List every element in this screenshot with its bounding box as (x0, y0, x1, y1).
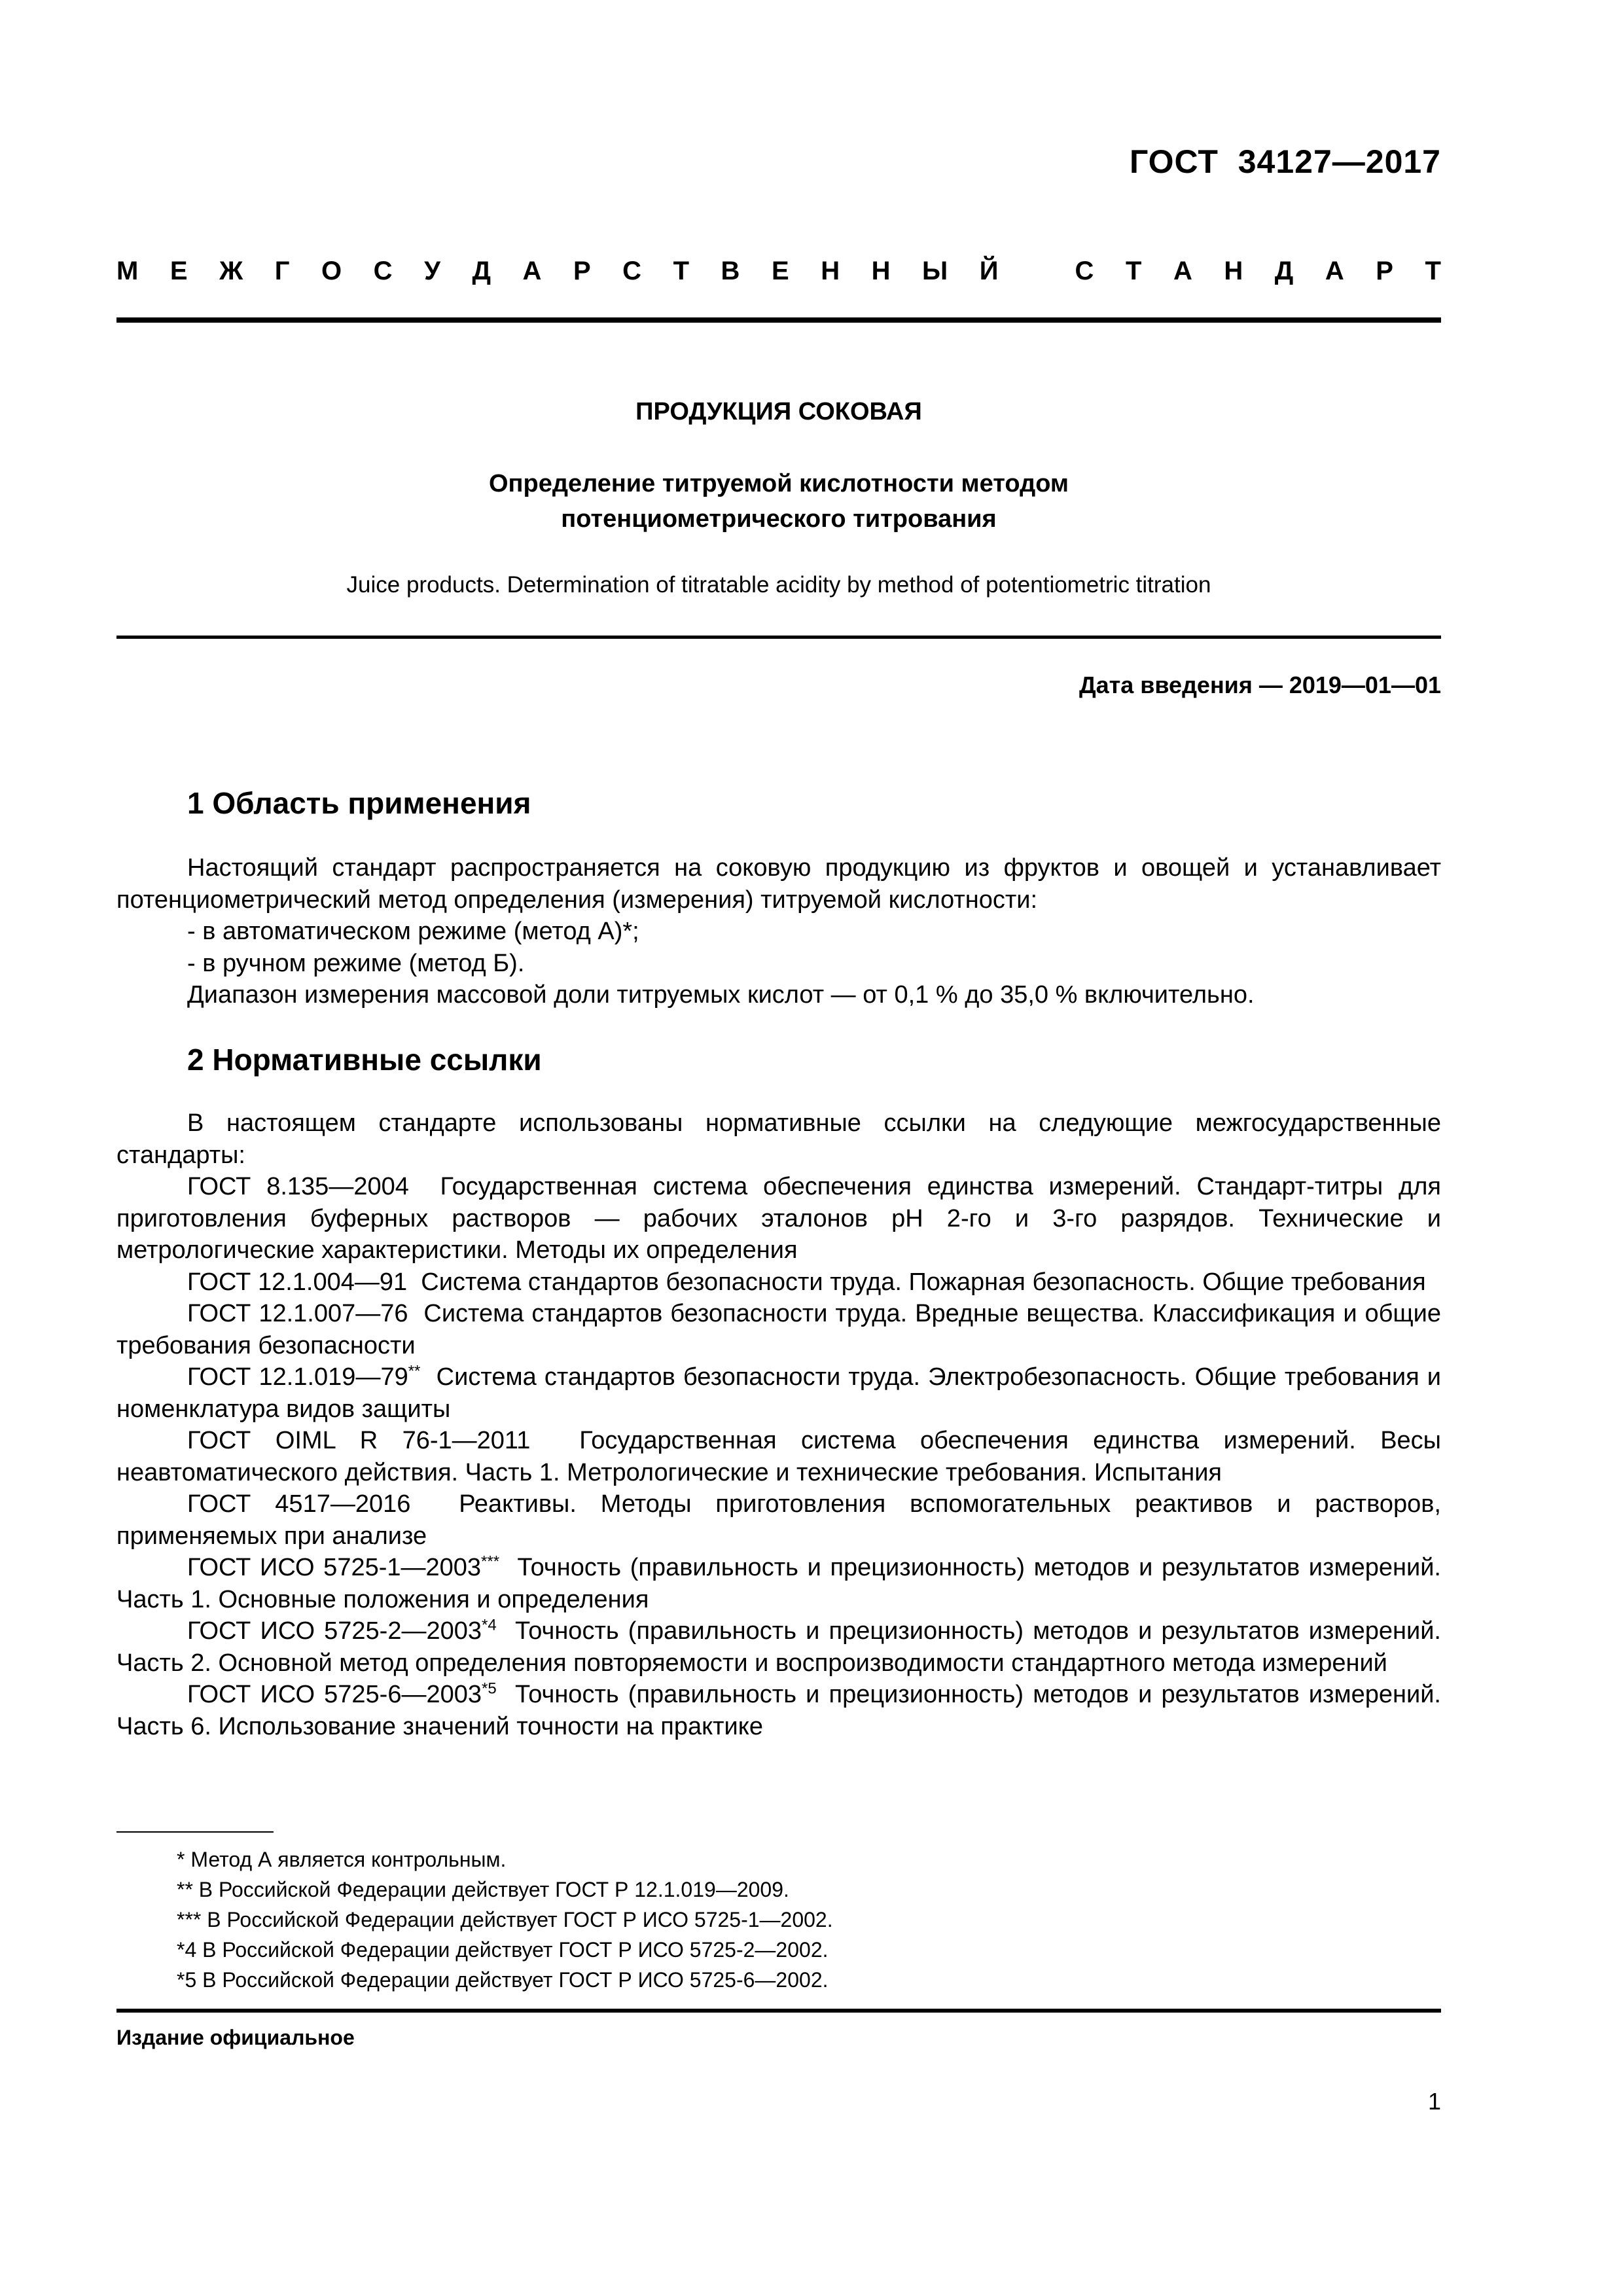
reference-code: ГОСТ 8.135—2004 (187, 1173, 409, 1200)
banner-letter: Н (821, 257, 840, 285)
banner-letter: Т (673, 257, 690, 285)
reference-title: Система стандартов безопасности труда. Пожарная безопасность. Общие требования (421, 1268, 1426, 1296)
section-1-body (116, 852, 1441, 1011)
footnote-item (177, 1965, 1093, 1995)
reference-code: ГОСТ ИСО 5725-6—2003 (187, 1681, 482, 1708)
reference-code: ГОСТ OIML R 76-1—2011 (187, 1427, 531, 1454)
section-2-body (116, 1107, 1441, 1742)
section-1-heading: 1 Область применения (187, 786, 531, 820)
edition-label: Издание официальное (116, 2026, 355, 2049)
banner-letter: Е (771, 257, 789, 285)
banner-letter: О (321, 257, 342, 285)
banner-letter: С (622, 257, 642, 285)
reference-item (116, 1425, 1441, 1488)
document-subtitle (116, 466, 1441, 537)
scope-paragraph: Настоящий стандарт распространяется на соковую продукцию из фруктов и овощей и устанавливает потенциометрический метод определения (измерения) титруемой кислотности: (116, 854, 1441, 914)
header-divider (116, 317, 1441, 323)
reference-code: ГОСТ ИСО 5725-1—2003 (187, 1554, 482, 1581)
footnote-marker: *4 (482, 1616, 497, 1634)
footnote-mark: *4 (177, 1938, 197, 1962)
banner-letter: А (1173, 257, 1192, 285)
footnote-separator (116, 1831, 274, 1833)
scope-item-method-b: - в ручном режиме (метод Б). (187, 949, 525, 977)
page-number: 1 (1427, 2088, 1441, 2115)
title-divider (116, 636, 1441, 639)
section-2-heading: 2 Нормативные ссылки (187, 1043, 542, 1077)
banner-letter: Т (1425, 257, 1441, 285)
document-title: ПРОДУКЦИЯ СОКОВАЯ (635, 398, 922, 425)
banner-gap (1030, 257, 1043, 286)
subtitle-line-2: потенциометрического титрования (561, 505, 997, 533)
banner-letter: Р (1376, 257, 1393, 285)
english-title: Juice products. Determination of titratable acidity by method of potentiometric titration (346, 572, 1211, 598)
footnote-text: Метод А является контрольным. (190, 1848, 507, 1871)
banner-letter: Р (573, 257, 591, 285)
standard-banner (116, 257, 1441, 286)
subtitle-line-1: Определение титруемой кислотности методом (488, 470, 1069, 497)
footnote-mark: ** (177, 1878, 193, 1901)
banner-letter: Ж (219, 257, 243, 285)
banner-letter: Й (979, 257, 999, 285)
footnote-marker: *** (481, 1552, 500, 1571)
footnote-item (177, 1844, 1093, 1874)
banner-letter: В (721, 257, 740, 285)
references-intro: В настоящем стандарте использованы нормативные ссылки на следующие межгосударственные стандарты: (116, 1109, 1441, 1169)
footnote-text: В Российской Федерации действует ГОСТ Р ИСО 5725-1—2002. (207, 1908, 833, 1931)
banner-letter: Е (169, 257, 188, 285)
reference-title: Реактивы. Методы приготовления вспомогательных реактивов и растворов, применяемых при анализе (116, 1490, 1441, 1550)
reference-item (116, 1679, 1441, 1742)
reference-code: ГОСТ 12.1.007—76 (187, 1300, 408, 1327)
reference-title: Государственная система обеспечения единства измерений. Стандарт-титры для приготовления буферных растворов — рабочих эталонов pH 2-го и 3-го разрядов. Технические и метрологические характеристики. Методы их определения (116, 1173, 1441, 1264)
reference-title: Точность (правильность и прецизионность) методов и результатов измерений. Часть 2. Основной метод определения повторяемости и воспроизводимости стандартного метода измерений (116, 1617, 1441, 1677)
footer-divider (116, 2009, 1441, 2013)
footnote-item (177, 1874, 1093, 1905)
reference-title: Точность (правильность и прецизионность) методов и результатов измерений. Часть 1. Основные положения и определения (116, 1554, 1441, 1613)
banner-letter: М (116, 257, 139, 285)
banner-letter: Т (1125, 257, 1142, 285)
reference-title: Государственная система обеспечения единства измерений. Весы неавтоматического действия. Часть 1. Метрологические и технические требования. Испытания (116, 1427, 1441, 1486)
banner-letter: Ы (922, 257, 948, 285)
reference-title: Точность (правильность и прецизионность) методов и результатов измерений. Часть 6. Использование значений точности на практике (116, 1681, 1441, 1740)
banner-letter: А (1325, 257, 1344, 285)
banner-letter: С (373, 257, 393, 285)
scope-range-paragraph: Диапазон измерения массовой доли титруемых кислот — от 0,1 % до 35,0 % включительно. (187, 981, 1255, 1009)
reference-item (116, 1266, 1441, 1299)
reference-code: ГОСТ ИСО 5725-2—2003 (187, 1617, 482, 1645)
banner-letter: Д (1274, 257, 1294, 285)
reference-item (116, 1488, 1441, 1552)
reference-code: ГОСТ 12.1.019—79 (187, 1363, 408, 1391)
references-list (116, 1171, 1441, 1742)
footnote-text: В Российской Федерации действует ГОСТ Р 12.1.019—2009. (198, 1878, 789, 1901)
banner-letter: Д (472, 257, 491, 285)
footnote-mark: *5 (177, 1968, 197, 1992)
scope-item-method-a: - в автоматическом режиме (метод А)*; (187, 918, 639, 945)
reference-code: ГОСТ 12.1.004—91 (187, 1268, 408, 1296)
reference-item (116, 1171, 1441, 1266)
banner-letter: А (522, 257, 542, 285)
reference-item (116, 1298, 1441, 1361)
banner-letter: С (1075, 257, 1094, 285)
banner-letter: Г (274, 257, 290, 285)
reference-title: Система стандартов безопасности труда. Вредные вещества. Классификация и общие требования безопасности (116, 1300, 1441, 1359)
footnote-marker: ** (408, 1362, 421, 1380)
banner-letter: У (424, 257, 440, 285)
footnote-mark: *** (177, 1908, 202, 1931)
footnote-text: В Российской Федерации действует ГОСТ Р ИСО 5725-2—2002. (202, 1938, 829, 1962)
footnote-item (177, 1905, 1093, 1935)
footnote-mark: * (177, 1848, 185, 1871)
reference-item (116, 1361, 1441, 1425)
introduction-date: Дата введения — 2019—01—01 (1079, 672, 1441, 698)
reference-code: ГОСТ 4517—2016 (187, 1490, 411, 1518)
footnotes (177, 1844, 1093, 1995)
banner-letter: Н (871, 257, 891, 285)
footnote-marker: *5 (482, 1679, 497, 1698)
reference-item (116, 1615, 1441, 1679)
footnote-text: В Российской Федерации действует ГОСТ Р ИСО 5725-6—2002. (202, 1968, 829, 1992)
document-number: ГОСТ 34127—2017 (1129, 143, 1441, 180)
reference-item (116, 1552, 1441, 1615)
reference-title: Система стандартов безопасности труда. Электробезопасность. Общие требования и номенклатура видов защиты (116, 1363, 1441, 1423)
footnote-item (177, 1935, 1093, 1965)
banner-letter: Н (1224, 257, 1243, 285)
